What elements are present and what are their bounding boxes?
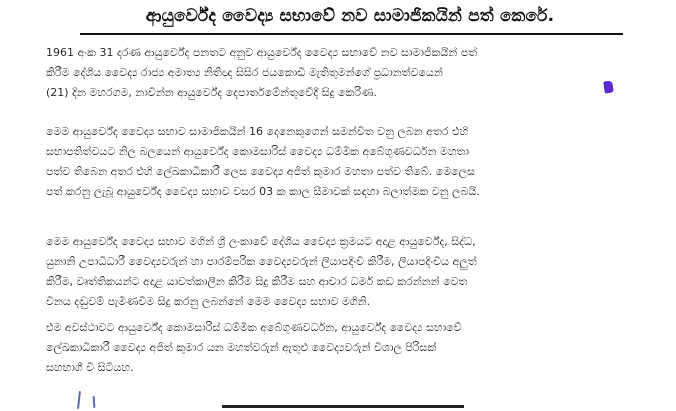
paragraph-line: සභාපතිත්වයට නිල බලයෙන් ආයුර්වේද කොමසාරිස් වෛද්‍ය ධම්මික අබේගුණවර්ධන මහතා	[46, 145, 470, 158]
paragraph-line: කිරීම දේශීය වෛද්‍ය රාජ්‍ය අමාත්‍ය නිතිඥ සිසිර ජයකොඩි මැතිතුමන්ගේ ප්‍රධානත්වයෙන්	[46, 66, 443, 79]
paragraph-line: යුනානි උපාධිධාරී වෛද්‍යවරුන් හා පාරම්පරික වෛද්‍යවරුන් ලියාපදිංචි කිරීම, ලියාපදිංචිය අලුත්	[46, 255, 477, 268]
paragraph-1	[46, 43, 626, 103]
paragraph-line: විනය දඬුවම් පැමිණවීම සිදු කරනු ලබන්නේ මෙම වෛද්‍ය සභාව මගිනි.	[46, 295, 371, 308]
paragraph-line: පත්ව තිබෙන අතර එහි ලේඛකාධිකාරී ලෙස වෛද්‍ය අජිත් කුමාර මහතා පත්ව තිබේ. මෙලෙස	[46, 165, 475, 178]
paragraph-2	[46, 122, 626, 202]
paragraph-line: පත් කරනු ලැබූ ආයුර්වේද වෛද්‍ය සභාව වසර 03 ක කාල සීමාවක් සඳහා බලාත්මක වනු ලබයි.	[46, 185, 480, 198]
paragraph-line: ලේඛකාධිකාරී වෛද්‍ය අජිත් කුමාර යන මහත්වරුන් ඇතුළු වෛද්‍යවරුන් විශාල පිරිසක්	[46, 341, 437, 354]
page-title: ආයුර්වේද වෛද්‍ය සභාවේ නව සාමාජිකයින් පත් කෙරේ.	[145, 6, 555, 26]
title-underline	[80, 33, 623, 35]
footer-rule	[222, 405, 464, 408]
paragraph-3	[46, 232, 626, 312]
pen-stroke	[93, 396, 96, 408]
pen-stroke	[77, 391, 81, 409]
paragraph-line: මෙම ආයුර්වේද වෛද්‍ය සභාව සාමාජිකයින් 16 දෙනෙකුගෙන් සමන්විත වනු ලබන අතර එහි	[46, 125, 469, 138]
paragraph-line: මෙම ආයුර්වේද වෛද්‍ය සභාව මගින් ශ්‍රී ලංකාවේ දේශීය වෛද්‍ය ක්‍රමයට අදාළ ආයුර්වේද, සිද්ධ,	[46, 235, 476, 248]
paragraph-4	[46, 318, 626, 378]
paragraph-line: (21) දින මහරගම, නාවින්න ආයුර්වේද දෙපාර්තමේන්තුවේදී සිදු කෙරිණ.	[46, 86, 377, 99]
paragraph-line: 1961 අංක 31 දරණ ආයුර්වේද පනතට අනුව ආයුර්වේද වෛද්‍ය සභාවේ නව සාමාජිකයින් පත්	[46, 46, 478, 59]
ink-mark	[603, 80, 614, 93]
paragraph-line: එම අවස්ථාවට ආයුර්වේද කොමසාරිස් ධම්මික අබේගුණවර්ධන, ආයුර්වේද වෛද්‍ය සභාවේ	[46, 321, 462, 334]
paragraph-line: කිරීම, වෘත්තිකයන්ට අදාළ යාවත්කාලීන කිරීම සිදු කිරීම සහ ආචාර ධර්ම කඩ කරන්නන් වෙත	[46, 275, 468, 288]
paragraph-line: සහභාගී වී සිටියහ.	[46, 361, 134, 374]
